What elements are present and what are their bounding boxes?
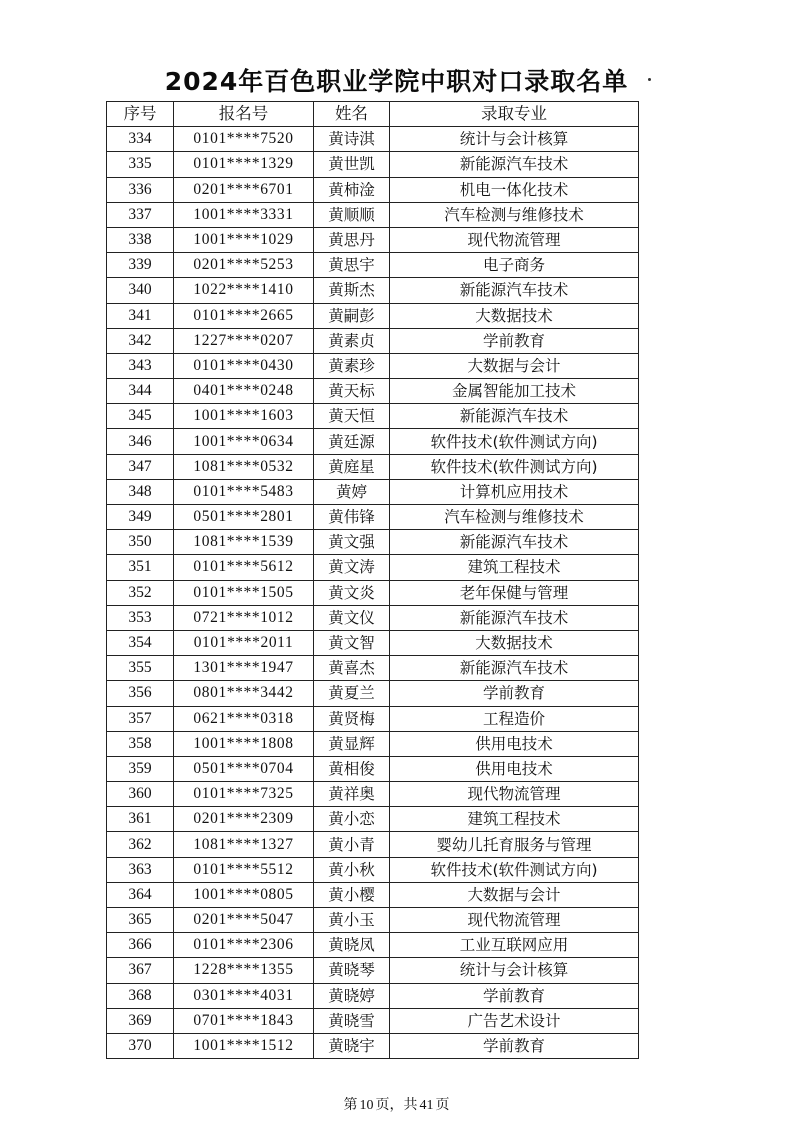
cell-major: 汽车检测与维修技术: [390, 505, 639, 530]
cell-reg-number: 0101****1505: [174, 580, 314, 605]
cell-reg-number: 1001****1029: [174, 227, 314, 252]
cell-name: 黄小恋: [314, 807, 390, 832]
cell-reg-number: 0101****2665: [174, 303, 314, 328]
cell-reg-number: 0101****2011: [174, 630, 314, 655]
cell-major: 学前教育: [390, 681, 639, 706]
cell-major: 婴幼儿托育服务与管理: [390, 832, 639, 857]
table-row: [107, 505, 639, 530]
cell-seq: 364: [107, 882, 174, 907]
header-major: 录取专业: [390, 102, 639, 127]
cell-name: 黄思宇: [314, 253, 390, 278]
cell-major: 新能源汽车技术: [390, 152, 639, 177]
cell-name: 黄显辉: [314, 731, 390, 756]
cell-major: 软件技术(软件测试方向): [390, 857, 639, 882]
table-body: [107, 127, 639, 1059]
cell-name: 黄世凯: [314, 152, 390, 177]
cell-major: 大数据与会计: [390, 882, 639, 907]
footer-prefix: 第: [343, 1098, 358, 1113]
cell-reg-number: 0201****6701: [174, 177, 314, 202]
cell-seq: 344: [107, 379, 174, 404]
cell-major: 汽车检测与维修技术: [390, 202, 639, 227]
cell-reg-number: 1001****1603: [174, 404, 314, 429]
table-row: [107, 832, 639, 857]
table-row: [107, 555, 639, 580]
table-row: [107, 681, 639, 706]
table-row: [107, 1033, 639, 1058]
cell-seq: 334: [107, 127, 174, 152]
table-row: [107, 202, 639, 227]
cell-seq: 370: [107, 1033, 174, 1058]
table-row: [107, 328, 639, 353]
cell-name: 黄嗣彭: [314, 303, 390, 328]
scan-speck: [648, 78, 651, 81]
cell-seq: 343: [107, 353, 174, 378]
cell-major: 建筑工程技术: [390, 807, 639, 832]
table-row: [107, 782, 639, 807]
cell-reg-number: 1081****1327: [174, 832, 314, 857]
cell-major: 广告艺术设计: [390, 1008, 639, 1033]
cell-seq: 361: [107, 807, 174, 832]
cell-major: 统计与会计核算: [390, 127, 639, 152]
table-row: [107, 983, 639, 1008]
cell-major: 新能源汽车技术: [390, 278, 639, 303]
cell-major: 机电一体化技术: [390, 177, 639, 202]
cell-reg-number: 0101****5512: [174, 857, 314, 882]
table-row: [107, 630, 639, 655]
cell-name: 黄晓宇: [314, 1033, 390, 1058]
cell-reg-number: 1081****1539: [174, 530, 314, 555]
cell-reg-number: 1081****0532: [174, 454, 314, 479]
cell-name: 黄晓婷: [314, 983, 390, 1008]
cell-reg-number: 1001****1512: [174, 1033, 314, 1058]
cell-reg-number: 0101****5612: [174, 555, 314, 580]
cell-reg-number: 0301****4031: [174, 983, 314, 1008]
cell-reg-number: 0401****0248: [174, 379, 314, 404]
cell-seq: 366: [107, 933, 174, 958]
cell-seq: 350: [107, 530, 174, 555]
cell-major: 大数据技术: [390, 303, 639, 328]
cell-name: 黄文炎: [314, 580, 390, 605]
cell-seq: 356: [107, 681, 174, 706]
cell-name: 黄夏兰: [314, 681, 390, 706]
cell-major: 供用电技术: [390, 731, 639, 756]
cell-name: 黄小青: [314, 832, 390, 857]
table-row: [107, 580, 639, 605]
cell-reg-number: 0501****0704: [174, 756, 314, 781]
cell-name: 黄顺顺: [314, 202, 390, 227]
cell-seq: 351: [107, 555, 174, 580]
header-name: 姓名: [314, 102, 390, 127]
cell-name: 黄思丹: [314, 227, 390, 252]
cell-seq: 336: [107, 177, 174, 202]
cell-major: 电子商务: [390, 253, 639, 278]
cell-reg-number: 1227****0207: [174, 328, 314, 353]
cell-seq: 367: [107, 958, 174, 983]
cell-reg-number: 0501****2801: [174, 505, 314, 530]
cell-name: 黄晓凤: [314, 933, 390, 958]
cell-major: 工业互联网应用: [390, 933, 639, 958]
cell-seq: 339: [107, 253, 174, 278]
cell-major: 老年保健与管理: [390, 580, 639, 605]
cell-major: 新能源汽车技术: [390, 656, 639, 681]
cell-name: 黄斯杰: [314, 278, 390, 303]
cell-reg-number: 0801****3442: [174, 681, 314, 706]
table-row: [107, 127, 639, 152]
cell-reg-number: 1301****1947: [174, 656, 314, 681]
cell-seq: 338: [107, 227, 174, 252]
table-row: [107, 958, 639, 983]
cell-reg-number: 0101****2306: [174, 933, 314, 958]
cell-reg-number: 1022****1410: [174, 278, 314, 303]
cell-reg-number: 0101****7520: [174, 127, 314, 152]
cell-major: 现代物流管理: [390, 227, 639, 252]
table-row: [107, 857, 639, 882]
table-row: [107, 379, 639, 404]
cell-name: 黄文智: [314, 630, 390, 655]
cell-seq: 349: [107, 505, 174, 530]
cell-name: 黄庭星: [314, 454, 390, 479]
table-row: [107, 605, 639, 630]
cell-major: 计算机应用技术: [390, 479, 639, 504]
cell-major: 软件技术(软件测试方向): [390, 429, 639, 454]
cell-seq: 345: [107, 404, 174, 429]
cell-major: 工程造价: [390, 706, 639, 731]
table-row: [107, 908, 639, 933]
table-row: [107, 530, 639, 555]
cell-major: 供用电技术: [390, 756, 639, 781]
table-row: [107, 1008, 639, 1033]
cell-reg-number: 0721****1012: [174, 605, 314, 630]
table-row: [107, 479, 639, 504]
cell-name: 黄天标: [314, 379, 390, 404]
cell-name: 黄小秋: [314, 857, 390, 882]
cell-major: 现代物流管理: [390, 782, 639, 807]
cell-seq: 337: [107, 202, 174, 227]
cell-seq: 335: [107, 152, 174, 177]
table-row: [107, 278, 639, 303]
cell-name: 黄祥奥: [314, 782, 390, 807]
cell-seq: 368: [107, 983, 174, 1008]
cell-reg-number: 0201****2309: [174, 807, 314, 832]
cell-seq: 363: [107, 857, 174, 882]
cell-name: 黄伟锋: [314, 505, 390, 530]
cell-seq: 340: [107, 278, 174, 303]
cell-name: 黄婷: [314, 479, 390, 504]
table-row: [107, 227, 639, 252]
cell-reg-number: 1001****1808: [174, 731, 314, 756]
footer-suffix: 页: [435, 1098, 450, 1113]
cell-name: 黄文强: [314, 530, 390, 555]
cell-major: 金属智能加工技术: [390, 379, 639, 404]
header-reg-number: 报名号: [174, 102, 314, 127]
cell-major: 大数据技术: [390, 630, 639, 655]
cell-major: 学前教育: [390, 1033, 639, 1058]
page-footer: [0, 1094, 793, 1114]
cell-seq: 357: [107, 706, 174, 731]
cell-major: 学前教育: [390, 983, 639, 1008]
cell-seq: 348: [107, 479, 174, 504]
cell-reg-number: 1001****0805: [174, 882, 314, 907]
cell-name: 黄相俊: [314, 756, 390, 781]
cell-seq: 347: [107, 454, 174, 479]
cell-seq: 346: [107, 429, 174, 454]
cell-reg-number: 0101****7325: [174, 782, 314, 807]
table-row: [107, 706, 639, 731]
cell-name: 黄喜杰: [314, 656, 390, 681]
table-row: [107, 303, 639, 328]
cell-major: 学前教育: [390, 328, 639, 353]
cell-reg-number: 0701****1843: [174, 1008, 314, 1033]
table-row: [107, 404, 639, 429]
table-row: [107, 933, 639, 958]
cell-name: 黄文仪: [314, 605, 390, 630]
table-row: [107, 454, 639, 479]
table-row: [107, 656, 639, 681]
cell-name: 黄素珍: [314, 353, 390, 378]
cell-seq: 352: [107, 580, 174, 605]
cell-seq: 362: [107, 832, 174, 857]
cell-major: 软件技术(软件测试方向): [390, 454, 639, 479]
table-row: [107, 756, 639, 781]
footer-total-pages: 41: [419, 1098, 434, 1113]
table-row: [107, 177, 639, 202]
cell-major: 现代物流管理: [390, 908, 639, 933]
cell-major: 新能源汽车技术: [390, 530, 639, 555]
cell-major: 新能源汽车技术: [390, 605, 639, 630]
cell-reg-number: 0101****5483: [174, 479, 314, 504]
cell-name: 黄天恒: [314, 404, 390, 429]
table-row: [107, 429, 639, 454]
cell-seq: 358: [107, 731, 174, 756]
table-row: [107, 731, 639, 756]
cell-seq: 369: [107, 1008, 174, 1033]
cell-reg-number: 0101****0430: [174, 353, 314, 378]
cell-seq: 360: [107, 782, 174, 807]
table-row: [107, 807, 639, 832]
page-title: 2024年百色职业学院中职对口录取名单: [164, 67, 629, 96]
cell-name: 黄贤梅: [314, 706, 390, 731]
table-row: [107, 353, 639, 378]
cell-major: 大数据与会计: [390, 353, 639, 378]
footer-middle: 页，共: [375, 1098, 418, 1113]
cell-name: 黄晓雪: [314, 1008, 390, 1033]
cell-seq: 341: [107, 303, 174, 328]
cell-reg-number: 0201****5047: [174, 908, 314, 933]
cell-name: 黄小樱: [314, 882, 390, 907]
cell-major: 建筑工程技术: [390, 555, 639, 580]
cell-reg-number: 1228****1355: [174, 958, 314, 983]
cell-seq: 354: [107, 630, 174, 655]
cell-major: 统计与会计核算: [390, 958, 639, 983]
cell-name: 黄晓琴: [314, 958, 390, 983]
cell-seq: 355: [107, 656, 174, 681]
cell-name: 黄柿淦: [314, 177, 390, 202]
cell-reg-number: 1001****0634: [174, 429, 314, 454]
cell-name: 黄廷源: [314, 429, 390, 454]
cell-reg-number: 0101****1329: [174, 152, 314, 177]
cell-seq: 359: [107, 756, 174, 781]
admission-table: [106, 101, 639, 1059]
cell-reg-number: 0201****5253: [174, 253, 314, 278]
cell-reg-number: 0621****0318: [174, 706, 314, 731]
table-row: [107, 253, 639, 278]
table-row: [107, 882, 639, 907]
cell-seq: 365: [107, 908, 174, 933]
cell-name: 黄小玉: [314, 908, 390, 933]
cell-major: 新能源汽车技术: [390, 404, 639, 429]
header-seq: 序号: [107, 102, 174, 127]
cell-reg-number: 1001****3331: [174, 202, 314, 227]
footer-page-number: 10: [359, 1098, 374, 1113]
table-row: [107, 152, 639, 177]
cell-name: 黄文涛: [314, 555, 390, 580]
table-header-row: [107, 102, 639, 127]
cell-name: 黄素贞: [314, 328, 390, 353]
cell-seq: 342: [107, 328, 174, 353]
cell-name: 黄诗淇: [314, 127, 390, 152]
cell-seq: 353: [107, 605, 174, 630]
